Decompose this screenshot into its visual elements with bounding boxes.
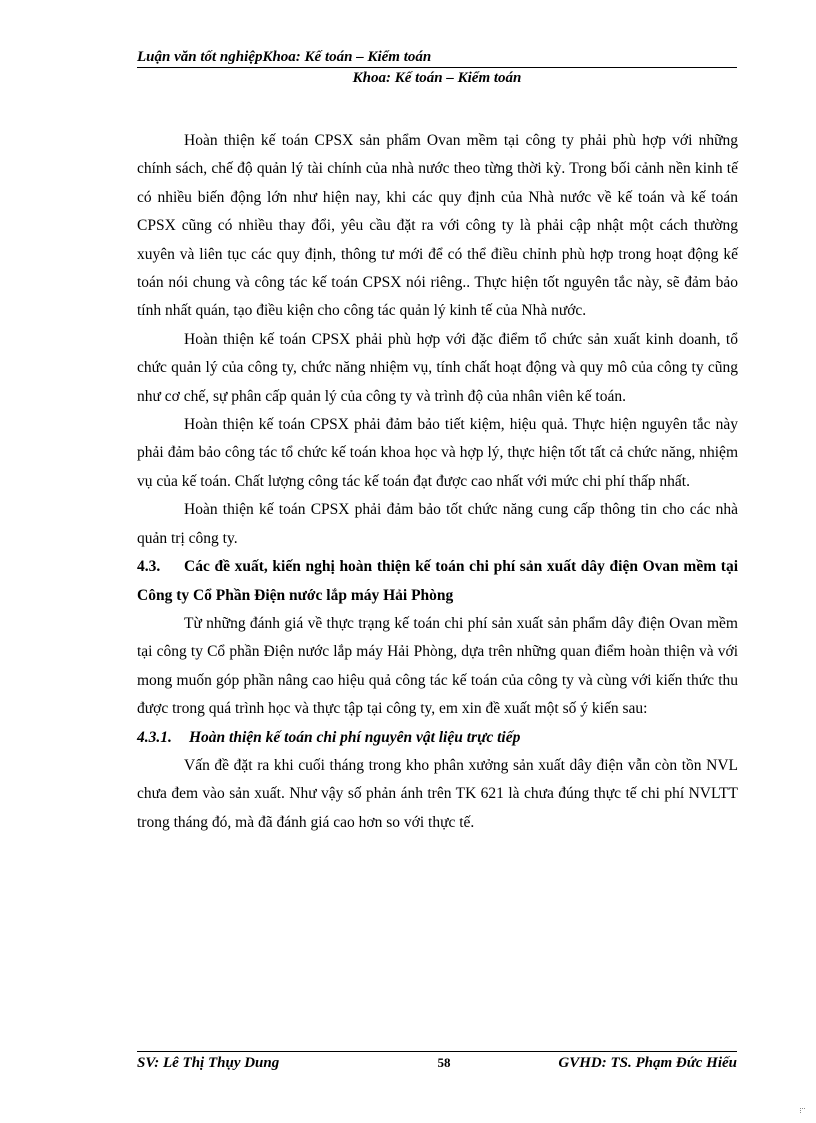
page-number: 58	[437, 1055, 451, 1070]
paragraph: Từ những đánh giá về thực trạng kế toán chi phí sản xuất sản phẩm dây điện Ovan mềm tại công ty Cổ phần Điện nước lắp máy Hải Phòng, dựa trên những quan điểm hoàn thiện và với mong muốn góp phần nâng cao hiệu quả công tác kế toán của công ty và cùng với kiến thức thu được trong quá trình học và thực tập tại công ty, em xin đề xuất một số ý kiến sau:	[137, 614, 738, 718]
document-body	[137, 127, 738, 837]
crop-mark	[800, 1108, 805, 1113]
subsection-title: Hoàn thiện kế toán chi phí nguyên vật liệu trực tiếp	[189, 728, 521, 746]
paragraph: Hoàn thiện kế toán CPSX phải phù hợp với đặc điểm tổ chức sản xuất kinh doanh, tổ chức quản lý của công ty, chức năng nhiệm vụ, tính chất hoạt động và quy mô của công ty cũng như cơ chế, sự phân cấp quản lý của công ty và trình độ của nhân viên kế toán.	[137, 330, 738, 405]
header-rule	[137, 67, 737, 68]
section-number: 4.3.	[137, 558, 161, 576]
subsection-heading-4-3-1	[137, 724, 738, 752]
subsection-number: 4.3.1.	[137, 728, 172, 746]
paragraph: Hoàn thiện kế toán CPSX phải đảm bảo tiết kiệm, hiệu quả. Thực hiện nguyên tắc này phải đảm bảo công tác tổ chức kế toán khoa học và hợp lý, thực hiện tốt tất cả chức năng, nhiệm vụ của kế toán. Chất lượng công tác kế toán đạt được cao nhất với mức chi phí thấp nhất.	[137, 416, 738, 490]
footer-student: SV: Lê Thị Thụy Dung	[137, 1055, 280, 1071]
paragraph: Hoàn thiện kế toán CPSX sản phẩm Ovan mềm tại công ty phải phù hợp với những chính sách, chế độ quản lý tài chính của nhà nước theo từng thời kỳ. Trong bối cảnh nền kinh tế có nhiều biến động lớn như hiện nay, khi các quy định của Nhà nước về kế toán và kế toán CPSX cũng có nhiều thay đổi, yêu cầu đặt ra với công ty là phải cập nhật một cách thường xuyên và liên tục các quy định, thông tư mới để có thể điều chỉnh phù hợp trong hoạt động kế toán nói chung và công tác kế toán CPSX nói riêng.. Thực hiện tốt nguyên tắc này, sẽ đảm bảo tính nhất quán, tạo điều kiện cho công tác quản lý kinh tế của Nhà nước.	[137, 132, 738, 320]
footer-rule	[137, 1051, 737, 1052]
section-title: Các đề xuất, kiến nghị hoàn thiện kế toán chi phí sản xuất dây điện Ovan mềm tại Công ty Cổ Phần Điện nước lắp máy Hải Phòng	[137, 558, 738, 604]
section-heading-4-3	[137, 553, 738, 610]
header-title: Luận văn tốt nghiệpKhoa: Kế toán – Kiểm toán	[137, 49, 432, 65]
header-faculty: Khoa: Kế toán – Kiểm toán	[352, 70, 522, 86]
paragraph: Vấn đề đặt ra khi cuối tháng trong kho phân xưởng sản xuất dây điện vẫn còn tồn NVL chưa đem vào sản xuất. Như vậy số phản ánh trên TK 621 là chưa đúng thực tế chi phí NVLTT trong tháng đó, mà đã đánh giá cao hơn so với thực tế.	[137, 756, 738, 831]
paragraph: Hoàn thiện kế toán CPSX phải đảm bảo tốt chức năng cung cấp thông tin cho các nhà quản trị công ty.	[137, 501, 738, 547]
footer-advisor: GVHD: TS. Phạm Đức Hiếu	[558, 1055, 737, 1071]
